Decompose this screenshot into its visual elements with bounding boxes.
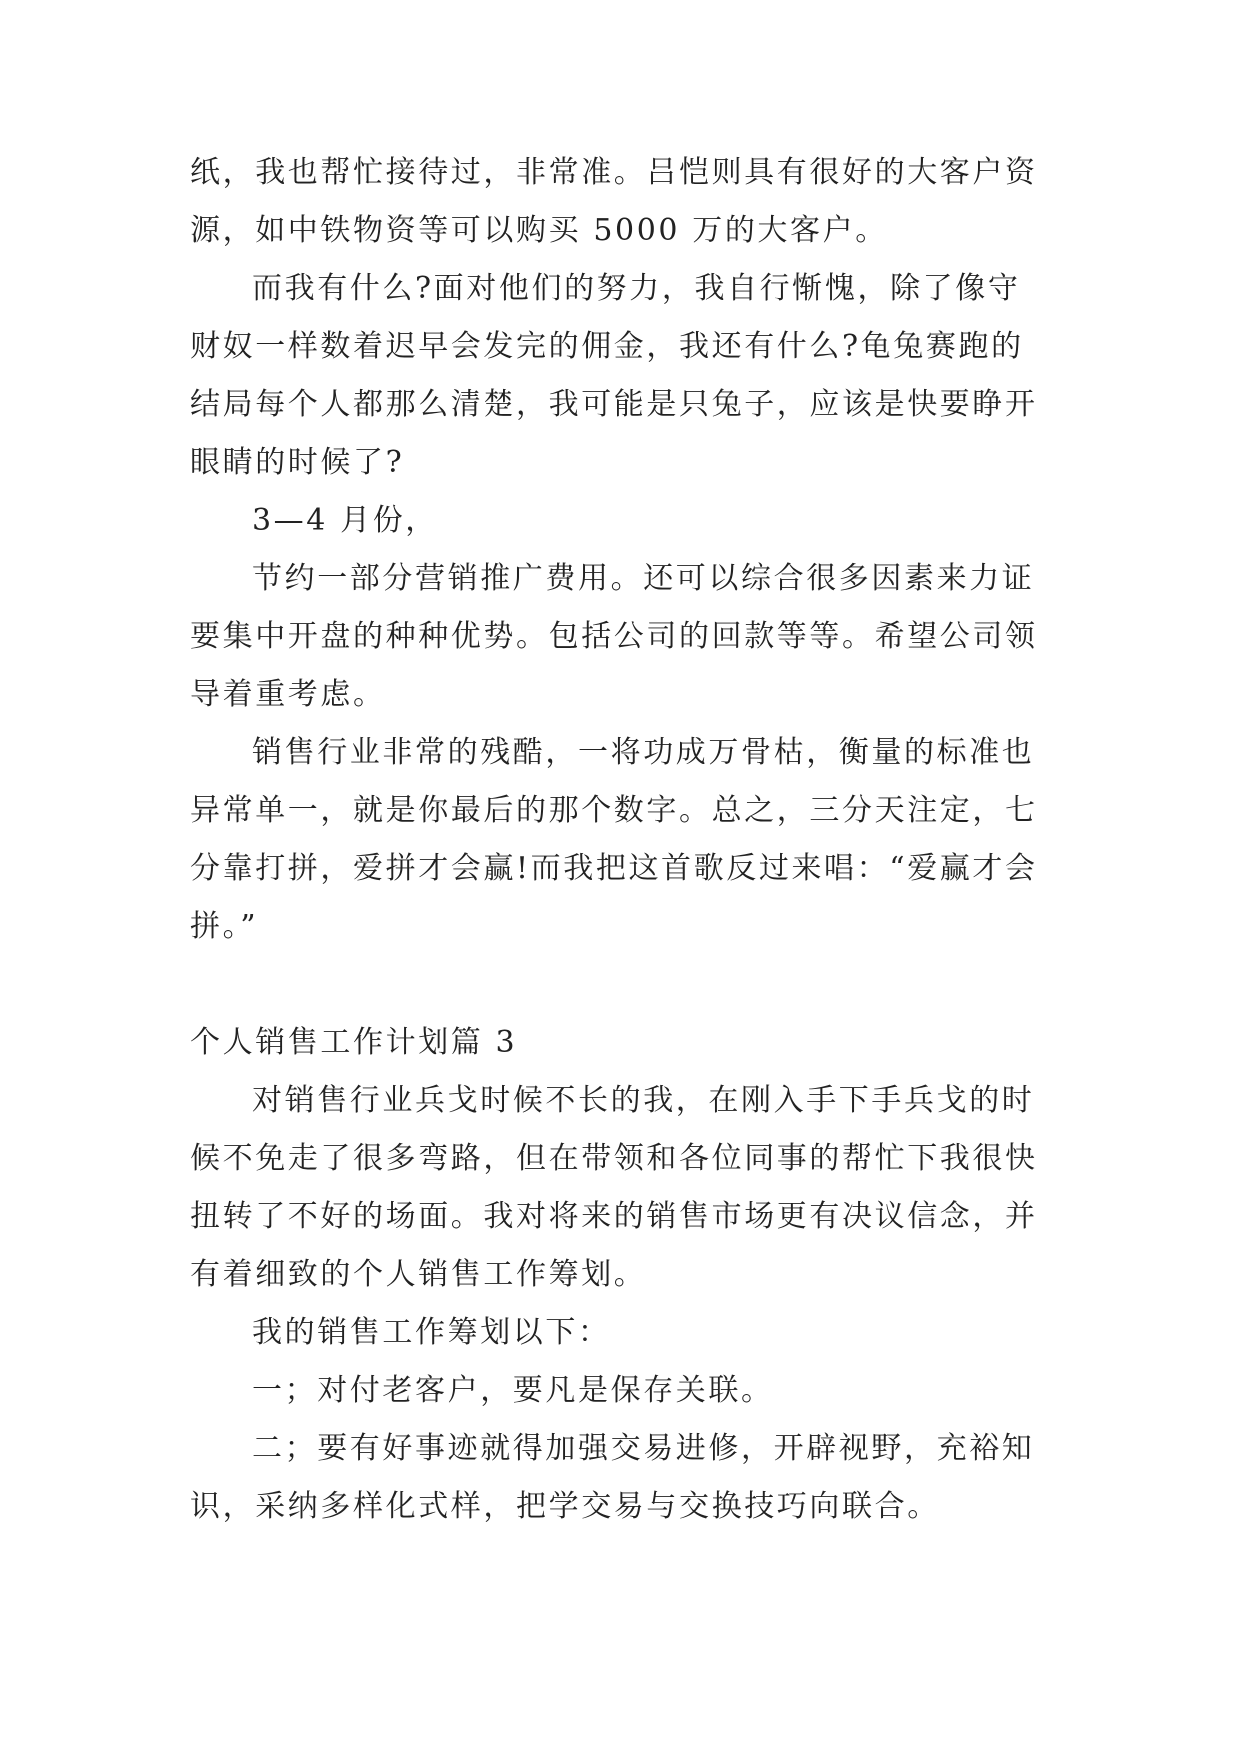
paragraph-line: 眼睛的时候了? — [190, 445, 405, 480]
paragraph-line: 二；要有好事迹就得加强交易进修，开辟视野，充裕知 — [252, 1431, 1035, 1466]
paragraph-line: 识，采纳多样化式样，把学交易与交换技巧向联合。 — [190, 1489, 940, 1524]
paragraph-line: 财奴一样数着迟早会发完的佣金，我还有什么?龟兔赛跑的 — [190, 329, 1024, 364]
paragraph-line: 3—4 月份， — [252, 503, 438, 538]
paragraph-line: 节约一部分营销推广费用。还可以综合很多因素来力证 — [252, 561, 1035, 596]
paragraph-line: 要集中开盘的种种优势。包括公司的回款等等。希望公司领 — [190, 619, 1038, 654]
paragraph-line: 销售行业非常的残酷，一将功成万骨枯，衡量的标准也 — [252, 735, 1035, 770]
paragraph-line: 对销售行业兵戈时候不长的我，在刚入手下手兵戈的时 — [252, 1083, 1035, 1118]
paragraph-line: 拼。” — [190, 909, 259, 944]
paragraph-line: 源，如中铁物资等可以购买 5000 万的大客户。 — [190, 213, 888, 248]
paragraph-line: 候不免走了很多弯路，但在带领和各位同事的帮忙下我很快 — [190, 1141, 1038, 1176]
paragraph-line: 而我有什么?面对他们的努力，我自行惭愧，除了像守 — [252, 271, 1021, 306]
paragraph-line: 我的销售工作筹划以下： — [252, 1315, 611, 1350]
paragraph-line: 异常单一，就是你最后的那个数字。总之，三分天注定，七 — [190, 793, 1038, 828]
section-heading: 个人销售工作计划篇 3 — [190, 1025, 518, 1060]
paragraph-line: 有着细致的个人销售工作筹划。 — [190, 1257, 647, 1292]
paragraph-line: 导着重考虑。 — [190, 677, 386, 712]
paragraph-line: 一；对付老客户，要凡是保存关联。 — [252, 1373, 774, 1408]
paragraph-line: 结局每个人都那么清楚，我可能是只兔子，应该是快要睁开 — [190, 387, 1038, 422]
paragraph-line: 分靠打拼，爱拼才会赢!而我把这首歌反过来唱：“爱赢才会 — [190, 851, 1038, 886]
paragraph-line: 纸，我也帮忙接待过，非常准。吕恺则具有很好的大客户资 — [190, 155, 1038, 190]
paragraph-line: 扭转了不好的场面。我对将来的销售市场更有决议信念，并 — [190, 1199, 1038, 1234]
